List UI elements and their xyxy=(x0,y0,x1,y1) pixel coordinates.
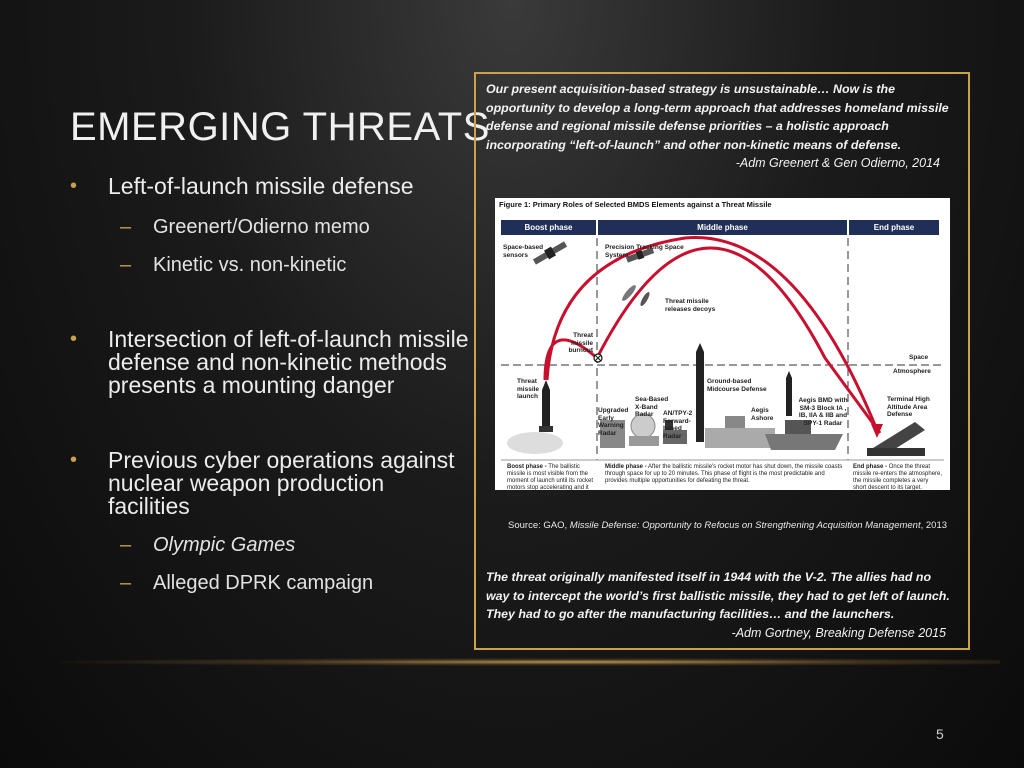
sub-bullet-item xyxy=(70,534,470,556)
label-sbx: Sea-Based X-Band Radar xyxy=(635,396,669,418)
label-thaad: Terminal High Altitude Area Defense xyxy=(887,396,930,418)
dash-icon: – xyxy=(120,254,132,276)
desc-boost-body: The ballistic missile is most visible from the moment of launch until its rocket motors stop accelerating and it coasts into earth orbit. xyxy=(507,464,594,498)
label-tpy2: AN/TPY-2 Forward-based Radar xyxy=(663,410,693,440)
quote-text: Our present acquisition-based strategy is unsustainable… Now is the opportunity to develop a long-term approach that addresses homeland missile defense and regional missile defense priorities – a holistic approach incorporating “left-of-launch” and other non-kinetic means of defense. xyxy=(486,82,949,152)
label-gmd: Ground-based Midcourse Defense xyxy=(707,378,767,393)
sub-bullet-item xyxy=(70,254,470,276)
desc-boost-head: Boost phase - xyxy=(507,464,547,470)
quote-attribution: -Adm Greenert & Gen Odierno, 2014 xyxy=(735,156,940,170)
quote-text: The threat originally manifested itself in 1944 with the V-2. The allies had no way to intercept the world’s first ballistic missile, they had to get left of launch. They had to go after the manufacturing facilities… and the launchers. xyxy=(486,570,950,621)
label-decoys: Threat missile releases decoys xyxy=(665,298,716,313)
quote-attribution: -Adm Gortney, Breaking Defense 2015 xyxy=(731,625,946,640)
decorative-glow-line xyxy=(60,658,1000,666)
decoy-icon xyxy=(639,291,651,307)
bullet-text: Previous cyber operations against nuclear weapon production facilities xyxy=(108,447,455,519)
bullet-text: Intersection of left-of-launch missile defense and non-kinetic methods presents a mounting danger xyxy=(108,326,469,398)
bullet-item xyxy=(70,175,470,198)
sub-bullet-text: Alleged DPRK campaign xyxy=(153,572,374,594)
page-number: 5 xyxy=(936,726,944,742)
sub-bullet-text: Olympic Games xyxy=(153,534,296,556)
quote-greenert-odierno xyxy=(486,80,956,173)
desc-end xyxy=(853,464,943,492)
desc-end-head: End phase - xyxy=(853,464,888,470)
bullet-dot-icon: • xyxy=(70,449,78,471)
bullet-text: Left-of-launch missile defense xyxy=(108,173,414,199)
trajectory-arrow-icon xyxy=(871,424,883,438)
sub-bullet-text: Greenert/Odierno memo xyxy=(153,216,370,238)
figure-title: Figure 1: Primary Roles of Selected BMDS Elements against a Threat Missile xyxy=(499,200,772,209)
phase-boost: Boost phase xyxy=(501,220,596,235)
dash-icon: – xyxy=(120,534,132,556)
label-ptss: Precision Tracking Space System xyxy=(605,244,684,259)
source-suffix: , 2013 xyxy=(920,520,948,531)
desc-boost xyxy=(507,464,597,499)
slide-title: EMERGING THREATS xyxy=(70,105,490,149)
phase-end: End phase xyxy=(849,220,939,235)
label-aegis: Aegis BMD with SM-3 Block IA , IB, IIA & IIB and SPY-1 Radar xyxy=(798,397,848,427)
desc-middle xyxy=(605,464,843,485)
dash-icon: – xyxy=(120,572,132,594)
label-space-sensors: Space-based sensors xyxy=(503,244,544,259)
desc-end-body: Once the threat missile re-enters the atmosphere, the missile completes a very short descent to its target. xyxy=(853,464,943,491)
label-atmosphere: Atmosphere xyxy=(893,368,931,375)
label-ashore: Aegis Ashore xyxy=(751,407,774,422)
source-prefix: Source: GAO, xyxy=(508,520,570,531)
label-launch: Threat missile launch xyxy=(517,378,540,400)
source-title: Missile Defense: Opportunity to Refocus on Strengthening Acquisition Management xyxy=(569,520,921,531)
sub-bullet-item xyxy=(70,216,470,238)
launch-smoke xyxy=(507,432,563,454)
decoy-icon xyxy=(620,283,637,302)
figure-source xyxy=(508,520,947,531)
bmds-figure xyxy=(495,198,950,498)
bullet-dot-icon: • xyxy=(70,175,78,197)
dash-icon: – xyxy=(120,216,132,238)
bullet-item xyxy=(70,449,470,518)
figure-illustration xyxy=(495,198,950,490)
sub-bullet-item xyxy=(70,572,470,594)
label-burnout: Threat missile burnout xyxy=(568,332,593,354)
desc-middle-head: Middle phase - xyxy=(605,464,647,470)
phase-middle: Middle phase xyxy=(598,220,847,235)
bullet-item xyxy=(70,328,470,397)
label-space: Space xyxy=(909,354,929,361)
sub-bullet-text: Kinetic vs. non-kinetic xyxy=(153,254,347,276)
sm3-missile-icon xyxy=(786,371,792,416)
label-uewr: Upgraded Early Warning Radar xyxy=(598,407,629,437)
quote-gortney xyxy=(486,568,956,642)
bullet-dot-icon: • xyxy=(70,328,78,350)
desc-middle-body: After the ballistic missile's rocket motor has shut down, the missile coasts through space for up to 20 minutes. This phase of flight is the most predictable and provides multiple opportunities for defeating the threat. xyxy=(605,464,843,484)
bullet-list xyxy=(70,175,470,594)
